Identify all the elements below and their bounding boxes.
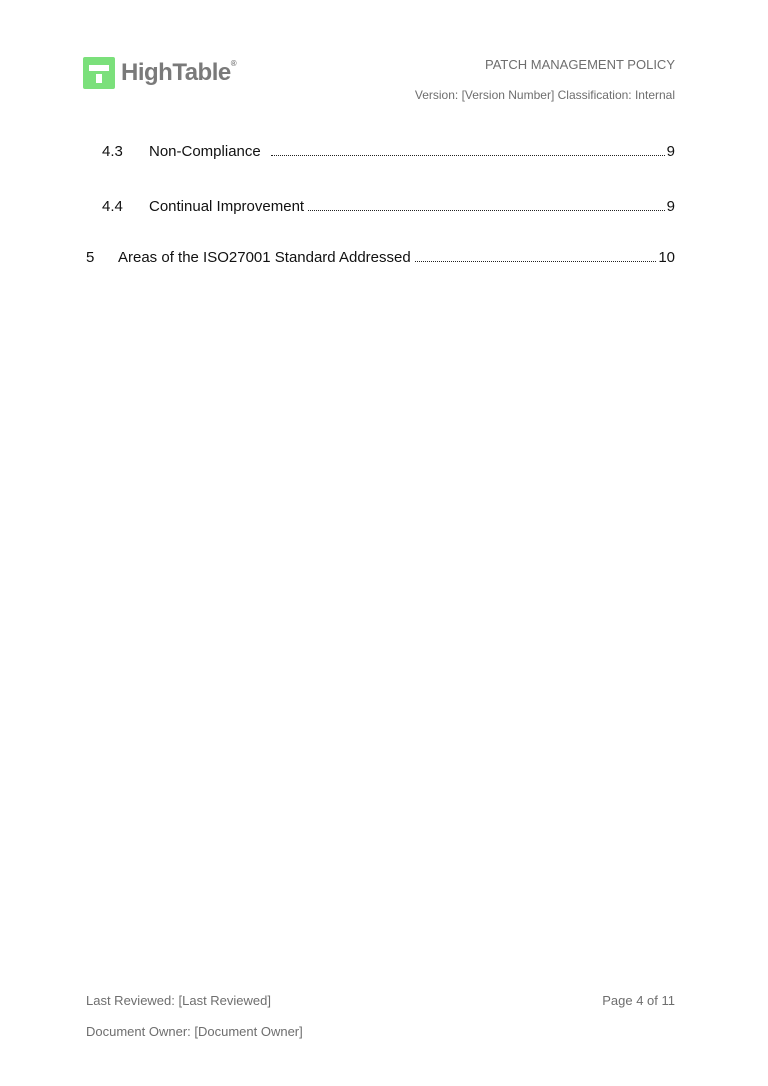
toc-entry-5[interactable] <box>86 249 675 266</box>
toc-number: 4.3 <box>102 143 123 160</box>
version-classification: Version: [Version Number] Classification: Internal <box>414 88 675 102</box>
toc-page: 9 <box>666 143 675 160</box>
hightable-logo <box>83 57 236 89</box>
toc-number: 5 <box>86 249 95 266</box>
toc-leader-dots <box>415 261 657 262</box>
toc-number: 4.4 <box>102 198 123 215</box>
toc-page: 9 <box>666 198 675 215</box>
toc-title: Continual Improvement <box>149 198 305 215</box>
footer-document-owner: Document Owner: [Document Owner] <box>86 1024 303 1039</box>
hightable-logo-icon <box>83 57 115 89</box>
toc-title: Non-Compliance <box>149 143 261 160</box>
footer-page-number: Page 4 of 11 <box>602 993 675 1008</box>
toc-leader-dots <box>308 210 665 211</box>
toc-page: 10 <box>658 249 675 266</box>
toc-entry-4-4[interactable] <box>102 198 675 215</box>
brand-name: HighTable® <box>121 59 237 86</box>
toc-entry-4-3[interactable] <box>102 143 675 160</box>
footer-last-reviewed: Last Reviewed: [Last Reviewed] <box>86 993 271 1008</box>
document-title: PATCH MANAGEMENT POLICY <box>485 57 675 72</box>
toc-leader-dots <box>271 155 665 156</box>
toc-title: Areas of the ISO27001 Standard Addressed <box>118 249 411 266</box>
